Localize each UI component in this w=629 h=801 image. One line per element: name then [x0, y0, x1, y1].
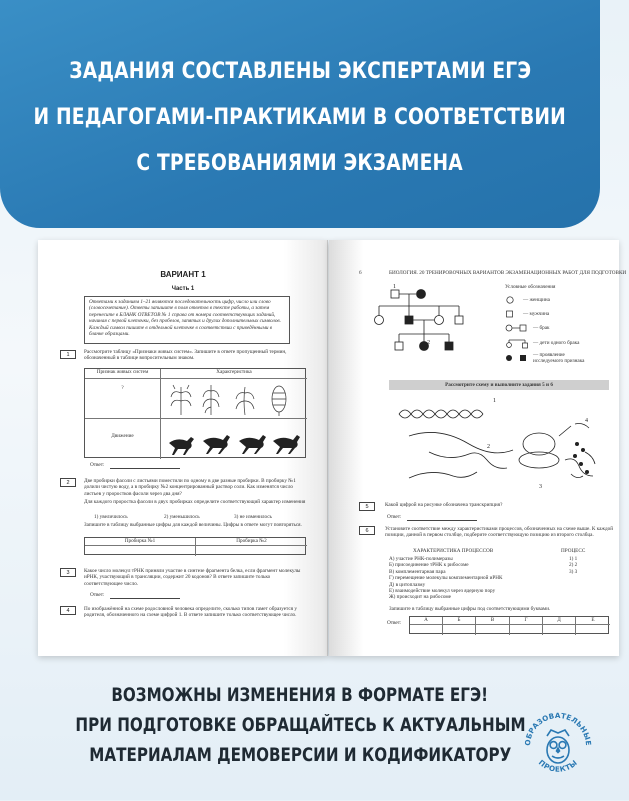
list-item: Г) перемещение молекулы комплементарной иРНК [389, 575, 503, 582]
answer-cell[interactable] [85, 546, 196, 556]
answer-label: Ответ: [90, 592, 105, 598]
list-item: Е) взаимодействие молекул через ядерную пору [389, 588, 496, 595]
legend-item [505, 310, 549, 318]
list-item: 3) 3 [569, 568, 578, 575]
column-title: ХАРАКТЕРИСТИКА ПРОЦЕССОВ [413, 548, 494, 554]
list-item: Ж) происходит на рибосоме [389, 594, 451, 601]
banner-line-1: ЗАДАНИЯ СОСТАВЛЕНЫ ЭКСПЕРТАМИ ЕГЭ [69, 58, 531, 84]
publisher-logo [516, 696, 600, 796]
section-band [389, 380, 609, 390]
table-header: Д [543, 617, 576, 625]
answer-cell[interactable] [410, 625, 443, 635]
animals-illustration [161, 419, 307, 459]
answer-cell[interactable] [543, 625, 576, 635]
list-item: А) участие РНК-полимеразы [389, 556, 453, 562]
table-header: Пробирка №1 [85, 538, 196, 546]
band-text: Рассмотрите схему и выполните задания 5 и 6 [445, 382, 553, 388]
answer-cell[interactable] [510, 625, 543, 635]
part-title: Часть 1 [171, 286, 195, 292]
answer-label: Ответ: [387, 514, 402, 520]
question-number: 5 [359, 502, 375, 511]
page-number: 6 [359, 270, 362, 276]
variant-title: ВАРИАНТ 1 [160, 270, 206, 279]
pedigree-chart [369, 282, 489, 372]
footer-line-2 [0, 715, 600, 736]
table-header: Признак живых систем [85, 369, 161, 379]
answer-line [407, 520, 477, 521]
diagram-label: 3 [539, 484, 542, 490]
book-right-page [329, 240, 627, 656]
svg-text:ОБРАЗОВАТЕЛЬНЫЕ [523, 711, 593, 746]
legend-item [505, 338, 579, 348]
answer-cell[interactable] [476, 625, 510, 635]
legend-label: — проявление исследуемого признака [533, 352, 585, 365]
question-1-table [84, 368, 306, 458]
legend-item [505, 324, 550, 332]
question-2-text: Две пробирки фасоли с листьями поместили по одному в две разные пробирки. В пробирку №1 долили чистую воду, а в пробирку №2 концентрированный раствор соли. Как изменятся число листьев у проростков фасоли через два дня? [84, 478, 296, 497]
instructions-text: Ответами к заданиям 1–21 являются последовательность цифр, число или слово (словосочетание). Ответы запишите в поля ответов в тексте работы, а затем перенесите в БЛАНК ОТВЕТОВ № 1 справа от номера соответствующих заданий, начиная с первой клеточки, без пробелов, запятых и других дополнительных символов. Каждый символ пишите в отдельной клеточке в соответствии с приведёнными в бланке образцами. [89, 299, 281, 338]
diagram-label: 4 [585, 418, 588, 424]
banner-line-3: С ТРЕБОВАНИЯМИ ЭКЗАМЕНА [136, 150, 464, 176]
list-item: Б) присоединение тРНК к рибосоме [389, 562, 469, 569]
answer-line [110, 598, 180, 599]
answer-cell[interactable] [576, 625, 610, 635]
question-6-text: Установите соответствие между характеристиками процессов, обозначенных на схеме выше. К каждой позиции, данной в первом столбце, подберите соответствующую позицию из второго столбца. [385, 526, 614, 539]
running-animals-drawing [161, 419, 307, 459]
answer-label: Ответ: [90, 462, 105, 468]
open-book [38, 240, 627, 660]
plant-illustration [161, 379, 307, 419]
legend-item [505, 352, 593, 365]
legend-item [505, 296, 550, 304]
protein-synthesis-diagram [389, 392, 609, 492]
table-header: А [410, 617, 443, 625]
table-cell [85, 419, 161, 459]
table-cell-text: ? [121, 385, 124, 391]
svg-text:ПРОЕКТЫ [537, 758, 579, 774]
option: 3) не изменилось [234, 514, 272, 520]
question-2-instruction: Запишите в таблицу выбранные цифры для каждой величины. Цифры в ответе могут повторяться. [84, 522, 302, 528]
banner-line-2: И ПЕДАГОГАМИ-ПРАКТИКАМИ В СООТВЕТСТВИИ [33, 104, 567, 130]
question-1-text: Рассмотрите таблицу «Признаки живых систем». Запишите в ответе пропущенный термин, обозначенный в таблице вопросительным знаком. [84, 349, 287, 362]
male-symbol-icon [505, 310, 515, 318]
legend-title: Условные обозначения [505, 284, 556, 290]
plants-drawing [161, 379, 307, 419]
answer-cell[interactable] [443, 625, 476, 635]
diagram-label: 2 [487, 444, 490, 450]
table-header: Характеристика [161, 369, 307, 379]
answer-label: Ответ: [387, 620, 402, 626]
table-header: Б [443, 617, 476, 625]
legend-label: — дети одного брака [533, 339, 580, 346]
question-3-text: Какое число молекул тРНК приняли участие в синтезе фрагмента белка, если фрагмент молекулы иРНК, участвующий в трансляции, содержит 20 кодонов? В ответе запишите только соответствующее число. [84, 568, 301, 587]
footer-line-1 [0, 685, 600, 706]
table-header: В [476, 617, 510, 625]
children-symbol-icon [505, 338, 529, 348]
footer-line-2-text: ПРИ ПОДГОТОВКЕ ОБРАЩАЙТЕСЬ К АКТУАЛЬНЫМ [74, 715, 526, 736]
answer-cell[interactable] [196, 546, 307, 556]
table-header: Е [576, 617, 610, 625]
question-6-instruction: Запишите в таблицу выбранные цифры под соответствующими буквами. [389, 606, 551, 612]
pedigree-label: 1 [393, 284, 396, 290]
list-item: 1) 1 [569, 556, 578, 562]
table-header: Пробирка №2 [196, 538, 307, 546]
owl-icon [516, 696, 600, 796]
female-symbol-icon [505, 296, 515, 304]
table-cell-text: Движение [111, 433, 134, 439]
diagram-label: 1 [493, 398, 496, 404]
pedigree-label: 2 [427, 340, 430, 346]
question-number: 6 [359, 526, 375, 535]
list-item: В) комплементарная пара [389, 568, 446, 575]
process-list [569, 556, 577, 575]
running-header: БИОЛОГИЯ. 20 ТРЕНИРОВОЧНЫХ ВАРИАНТОВ ЭКЗАМЕНАЦИОННЫХ РАБОТ ДЛЯ ПОДГОТОВКИ [389, 270, 627, 276]
book-left-page [38, 240, 328, 656]
option: 1) увеличилось [94, 514, 128, 520]
table-header: Г [510, 617, 543, 625]
characteristics-list [389, 556, 559, 601]
column-title: ПРОЦЕСС [561, 548, 586, 554]
list-item: Д) в цитоплазму [389, 581, 426, 588]
footer-line-3-text: МАТЕРИАЛАМ ДЕМОВЕРСИИ И КОДИФИКАТОРУ [89, 745, 511, 766]
instructions-box [84, 296, 290, 344]
legend-label: — брак [533, 324, 550, 331]
list-item: 2) 2 [569, 562, 578, 569]
legend-label: — женщина [523, 296, 550, 303]
question-5-text: Какой цифрой на рисунке обозначена транскрипция? [385, 502, 503, 508]
trait-symbol-icon [505, 354, 529, 362]
answer-line [110, 468, 180, 469]
question-2-answer-table [84, 537, 306, 555]
question-2-subtext: Для каждого проростка фасоли в двух пробирках определите соответствующий характер изменения [84, 499, 306, 505]
legend-label: — мужчина [523, 310, 550, 317]
question-number: 1 [60, 350, 76, 359]
logo-text-top: ОБРАЗОВАТЕЛЬНЫЕ [522, 710, 594, 747]
footer-line-1-text: ВОЗМОЖНЫ ИЗМЕНЕНИЯ В ФОРМАТЕ ЕГЭ! [111, 685, 489, 706]
question-number: 4 [60, 606, 76, 615]
table-cell [85, 379, 161, 419]
question-number: 3 [60, 568, 76, 577]
question-number: 2 [60, 478, 76, 487]
question-4-text: По изображённой на схеме родословной человека определите, сколько типов гамет образуется у родителя, обозначенного на схеме цифрой 1. В ответе запишите только соответствующее число. [84, 606, 297, 619]
marriage-symbol-icon [505, 324, 529, 332]
header-banner [0, 0, 600, 228]
footer-line-3 [0, 745, 600, 766]
logo-text-bottom: ПРОЕКТЫ [536, 757, 580, 774]
option: 2) уменьшилось [164, 514, 200, 520]
question-6-answer-table [409, 616, 609, 634]
